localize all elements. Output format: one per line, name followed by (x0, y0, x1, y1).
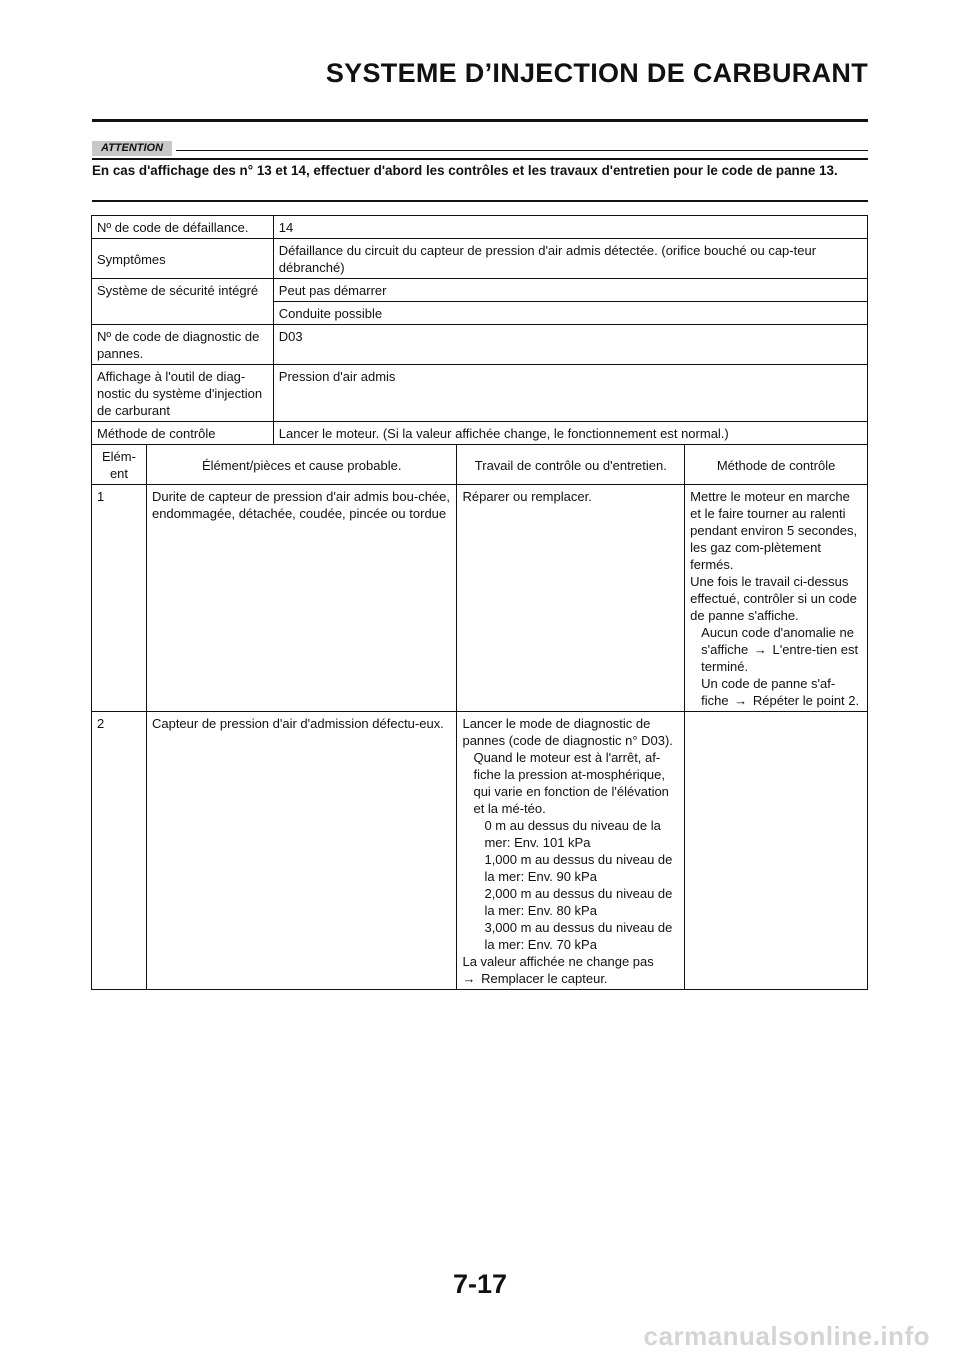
row-method (685, 712, 868, 990)
altitude-item: 0 m au dessus du niveau de la mer: Env. 101 kPa (484, 818, 661, 850)
watermark: carmanualsonline.info (643, 1321, 930, 1351)
method-ng (690, 675, 862, 709)
diagnostic-table (91, 215, 868, 990)
symptoms-value: Défaillance du circuit du capteur de pression d'air admis détectée. (orifice bouché ou cap-teur débranché) (273, 239, 867, 279)
arrow-right-icon: → (462, 971, 476, 986)
col-header-method: Méthode de contrôle (685, 445, 868, 485)
table-row (92, 712, 868, 990)
fail-safe-label: Système de sécurité intégré (92, 279, 274, 325)
tool-display-row (92, 365, 868, 422)
col-header-maintenance: Travail de contrôle ou d'entretien. (457, 445, 685, 485)
fail-safe-value-drive: Conduite possible (273, 302, 867, 325)
row-method (685, 485, 868, 712)
fault-code-value: 14 (273, 216, 867, 239)
method-ok (690, 624, 862, 675)
attention-text: En cas d'affichage des n° 13 et 14, effectuer d'abord les contrôles et les travaux d'entretien pour le code de panne 13. (92, 163, 838, 178)
check-method-label: Méthode de contrôle (92, 422, 274, 445)
method-check: Une fois le travail ci-dessus effectué, contrôler si un code de panne s'affiche. (690, 574, 857, 623)
method-ng-result: Répéter le point 2. (752, 693, 860, 708)
check-method-row (92, 422, 868, 445)
method-ok-text: Aucun code d'anomalie ne s'affiche (701, 625, 854, 657)
attention-line (176, 150, 868, 151)
attention-badge: ATTENTION (92, 141, 172, 156)
page-title: SYSTEME D’INJECTION DE CARBURANT (325, 58, 868, 88)
arrow-right-icon: → (753, 642, 767, 657)
fault-code-row (92, 216, 868, 239)
method-ok-result: L'entre-tien est terminé. (701, 642, 859, 674)
attention-bottom-rule (92, 200, 868, 202)
altitude-item: 2,000 m au dessus du niveau de la mer: Env. 80 kPa (484, 886, 673, 918)
arrow-right-icon: → (734, 693, 748, 708)
table-row (92, 485, 868, 712)
maintenance-ng-result: Remplacer le capteur. (481, 971, 608, 986)
row-maintenance (457, 712, 685, 990)
attention-top-rule (92, 158, 868, 160)
diag-code-label: Nº de code de diagnostic de pannes. (92, 325, 274, 365)
row-cause: Durite de capteur de pression d'air admis bou-chée, endommagée, détachée, coudée, pincée ou tordue (146, 485, 457, 712)
altitude-item: 3,000 m au dessus du niveau de la mer: Env. 70 kPa (484, 920, 673, 952)
altitude-item: 1,000 m au dessus du niveau de la mer: Env. 90 kPa (484, 852, 673, 884)
row-cause: Capteur de pression d'air d'admission défectu-eux. (146, 712, 457, 990)
row-item-number: 2 (92, 712, 147, 990)
col-header-item: Elém-ent (92, 445, 147, 485)
tool-display-value: Pression d'air admis (273, 365, 867, 422)
page-number: 7-17 (452, 1269, 508, 1299)
row-maintenance: Réparer ou remplacer. (457, 485, 685, 712)
maintenance-note: Quand le moteur est à l'arrêt, af-fiche la pression at-mosphérique, qui varie en fonction de l'élévation et la mé-téo. (473, 750, 669, 816)
fault-code-label: Nº de code de défaillance. (92, 216, 274, 239)
fail-safe-value-start: Peut pas démarrer (273, 279, 867, 302)
diag-code-value: D03 (273, 325, 867, 365)
column-header-row (92, 445, 868, 485)
row-item-number: 1 (92, 485, 147, 712)
tool-display-label: Affichage à l'outil de diag-nostic du système d'injection de carburant (92, 365, 274, 422)
symptoms-label: Symptômes (92, 239, 274, 279)
symptoms-row (92, 239, 868, 279)
col-header-cause: Élément/pièces et cause probable. (146, 445, 457, 485)
method-intro: Mettre le moteur en marche et le faire tourner au ralenti pendant environ 5 secondes, les gaz com-plètement fermés. (690, 489, 858, 572)
diag-code-row (92, 325, 868, 365)
maintenance-ng: La valeur affichée ne change pas (462, 954, 654, 969)
maintenance-ng-line (462, 970, 679, 987)
maintenance-intro: Lancer le mode de diagnostic de pannes (code de diagnostic n° D03). (462, 716, 673, 748)
fail-safe-row (92, 279, 868, 302)
check-method-value: Lancer le moteur. (Si la valeur affichée change, le fonctionnement est normal.) (273, 422, 867, 445)
title-divider (92, 119, 868, 122)
method-ng-text: Un code de panne s'af-fiche (701, 676, 836, 708)
